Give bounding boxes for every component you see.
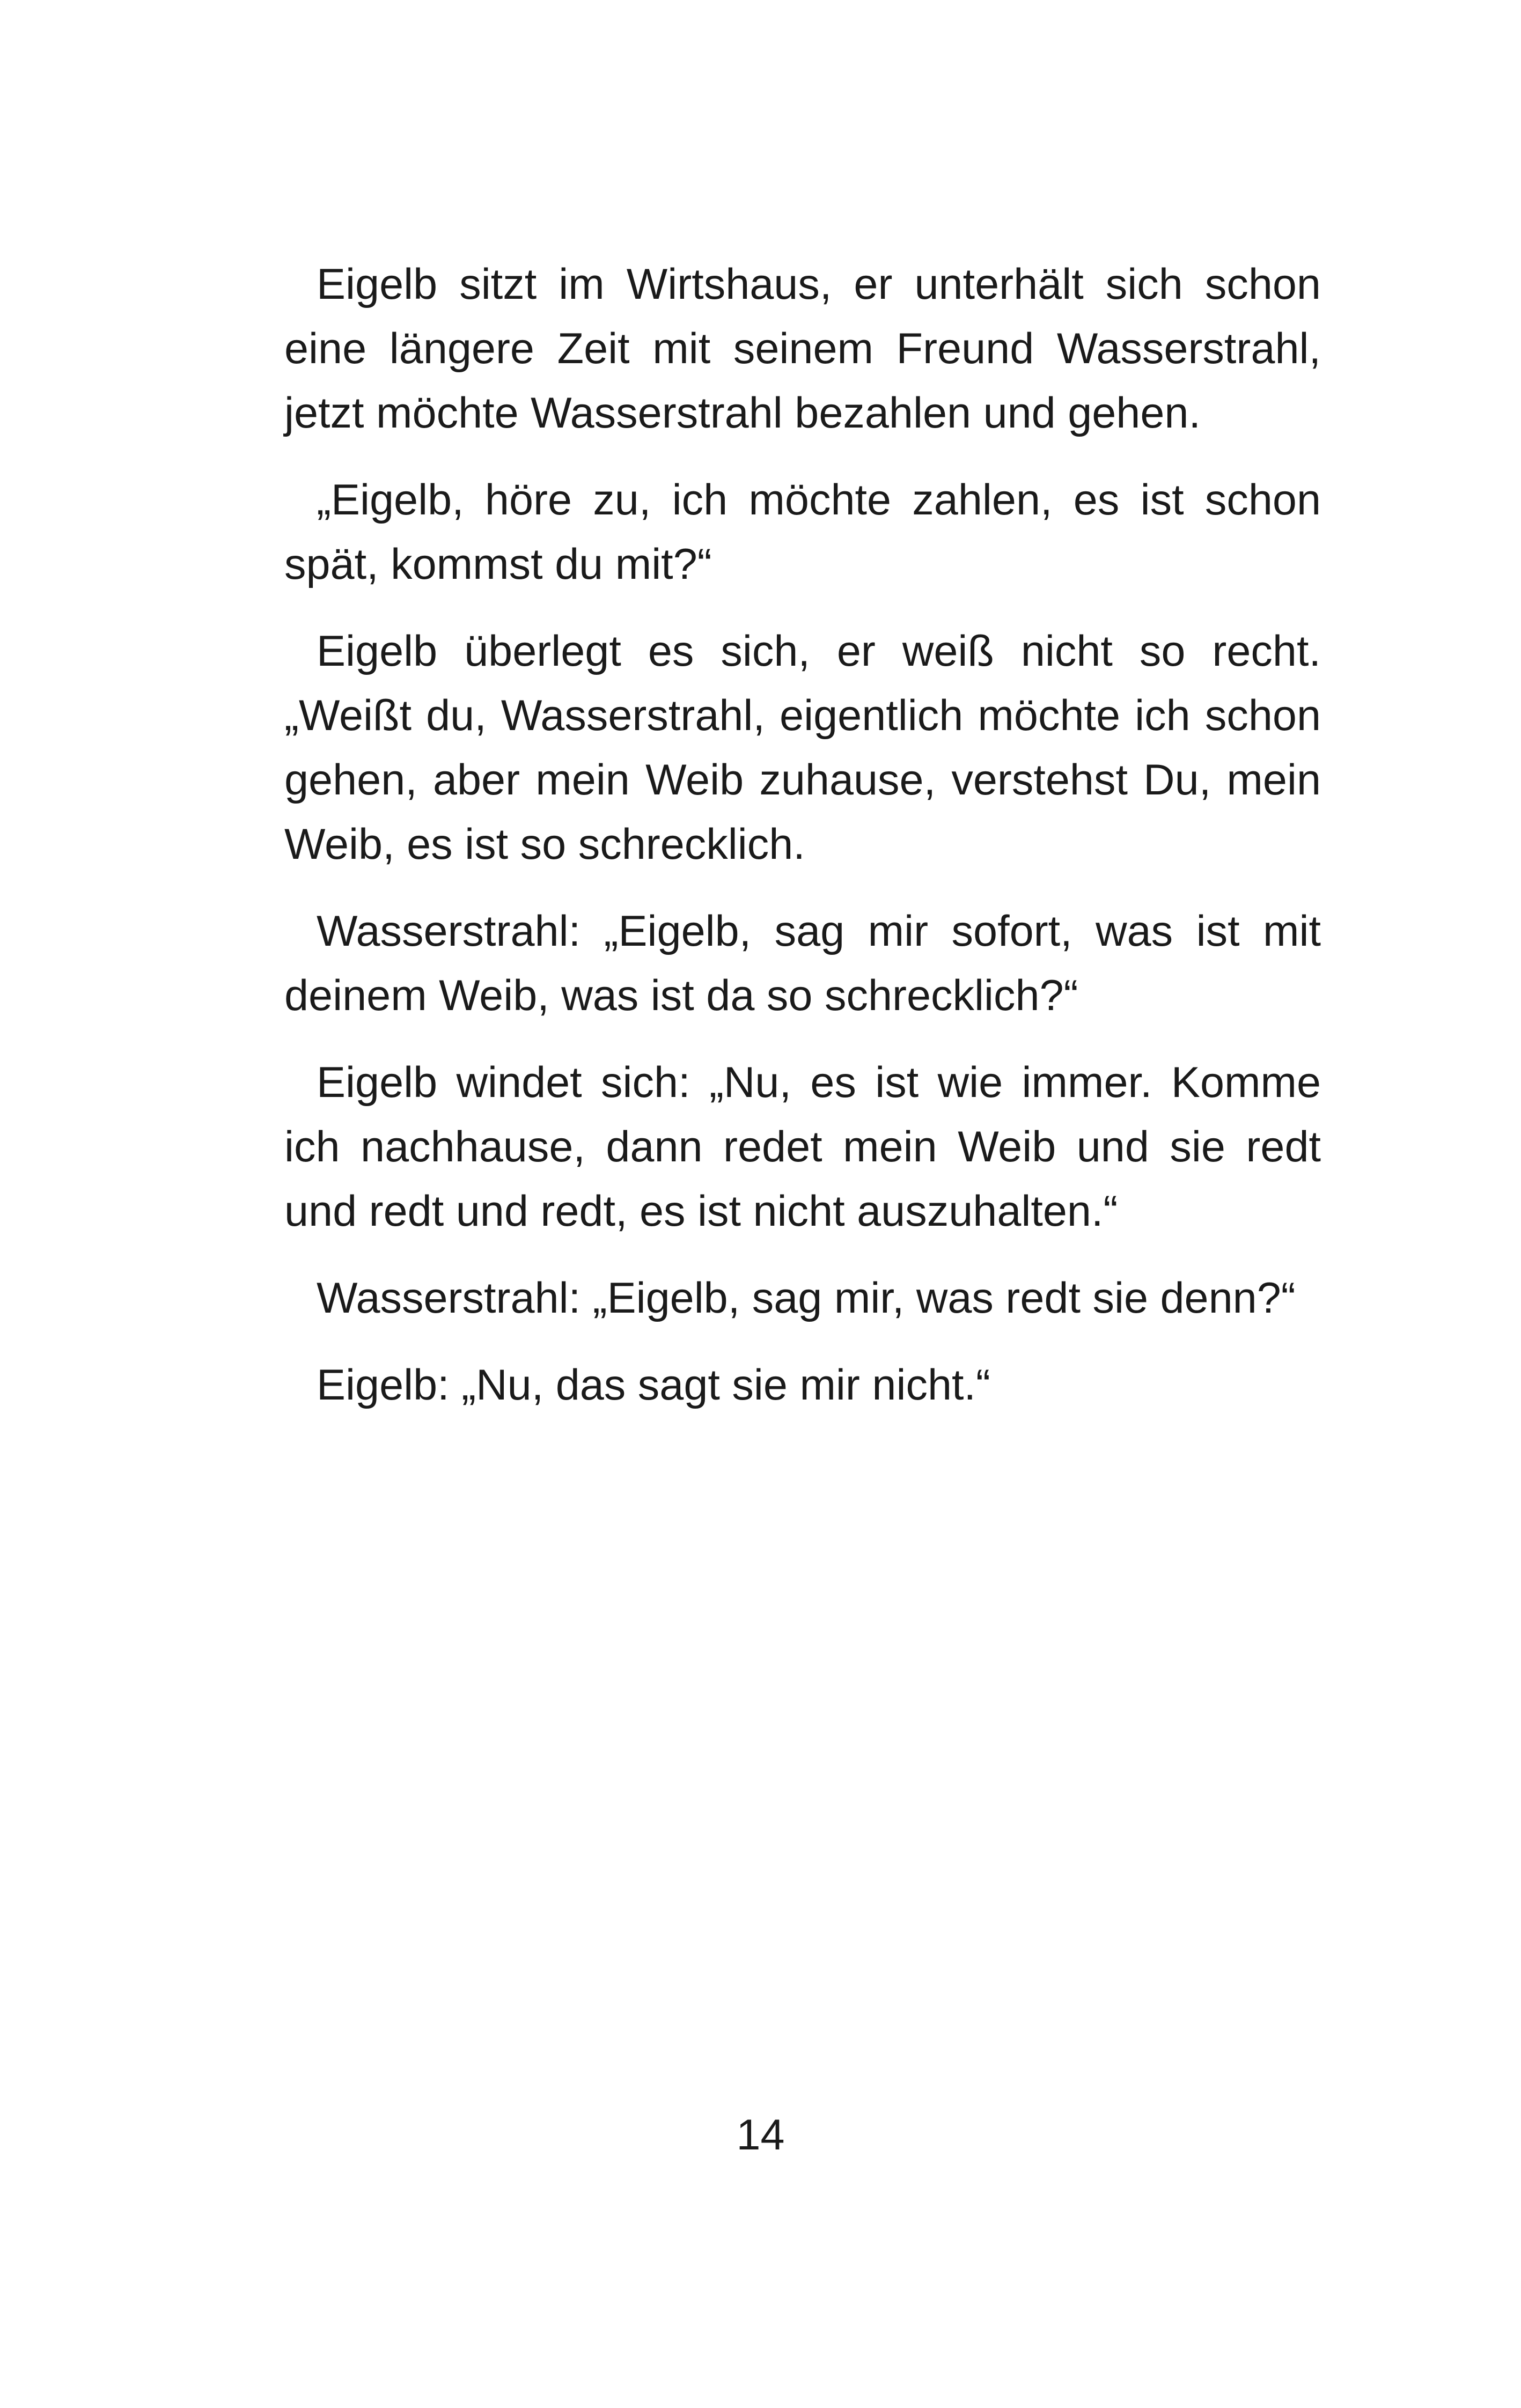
- paragraph: Eigelb überlegt es sich, er weiß nicht so recht. „Weißt du, Wasserstrahl, eigentlich möchte ich schon gehen, aber mein Weib zuhause, verstehst Du, mein Weib, es ist so schrecklich.: [284, 627, 1321, 868]
- paragraph: Eigelb windet sich: „Nu, es ist wie immer. Komme ich nachhause, dann redet mein Weib und sie redt und redt und redt, es ist nicht auszuhalten.“: [284, 1058, 1321, 1235]
- paragraph: Eigelb sitzt im Wirtshaus, er unterhält sich schon eine längere Zeit mit seinem Freund Wasserstrahl, jetzt möchte Wasserstrahl bezahlen und gehen.: [284, 260, 1321, 437]
- page-number: 14: [736, 2111, 785, 2159]
- body-text: [284, 252, 1321, 1440]
- paragraph: Wasserstrahl: „Eigelb, sag mir sofort, was ist mit deinem Weib, was ist da so schrecklich?“: [284, 907, 1321, 1020]
- paragraph: „Eigelb, höre zu, ich möchte zahlen, es ist schon spät, kommst du mit?“: [284, 476, 1321, 588]
- paragraph: Eigelb: „Nu, das sagt sie mir nicht.“: [317, 1361, 990, 1409]
- paragraph: Wasserstrahl: „Eigelb, sag mir, was redt sie denn?“: [317, 1274, 1296, 1322]
